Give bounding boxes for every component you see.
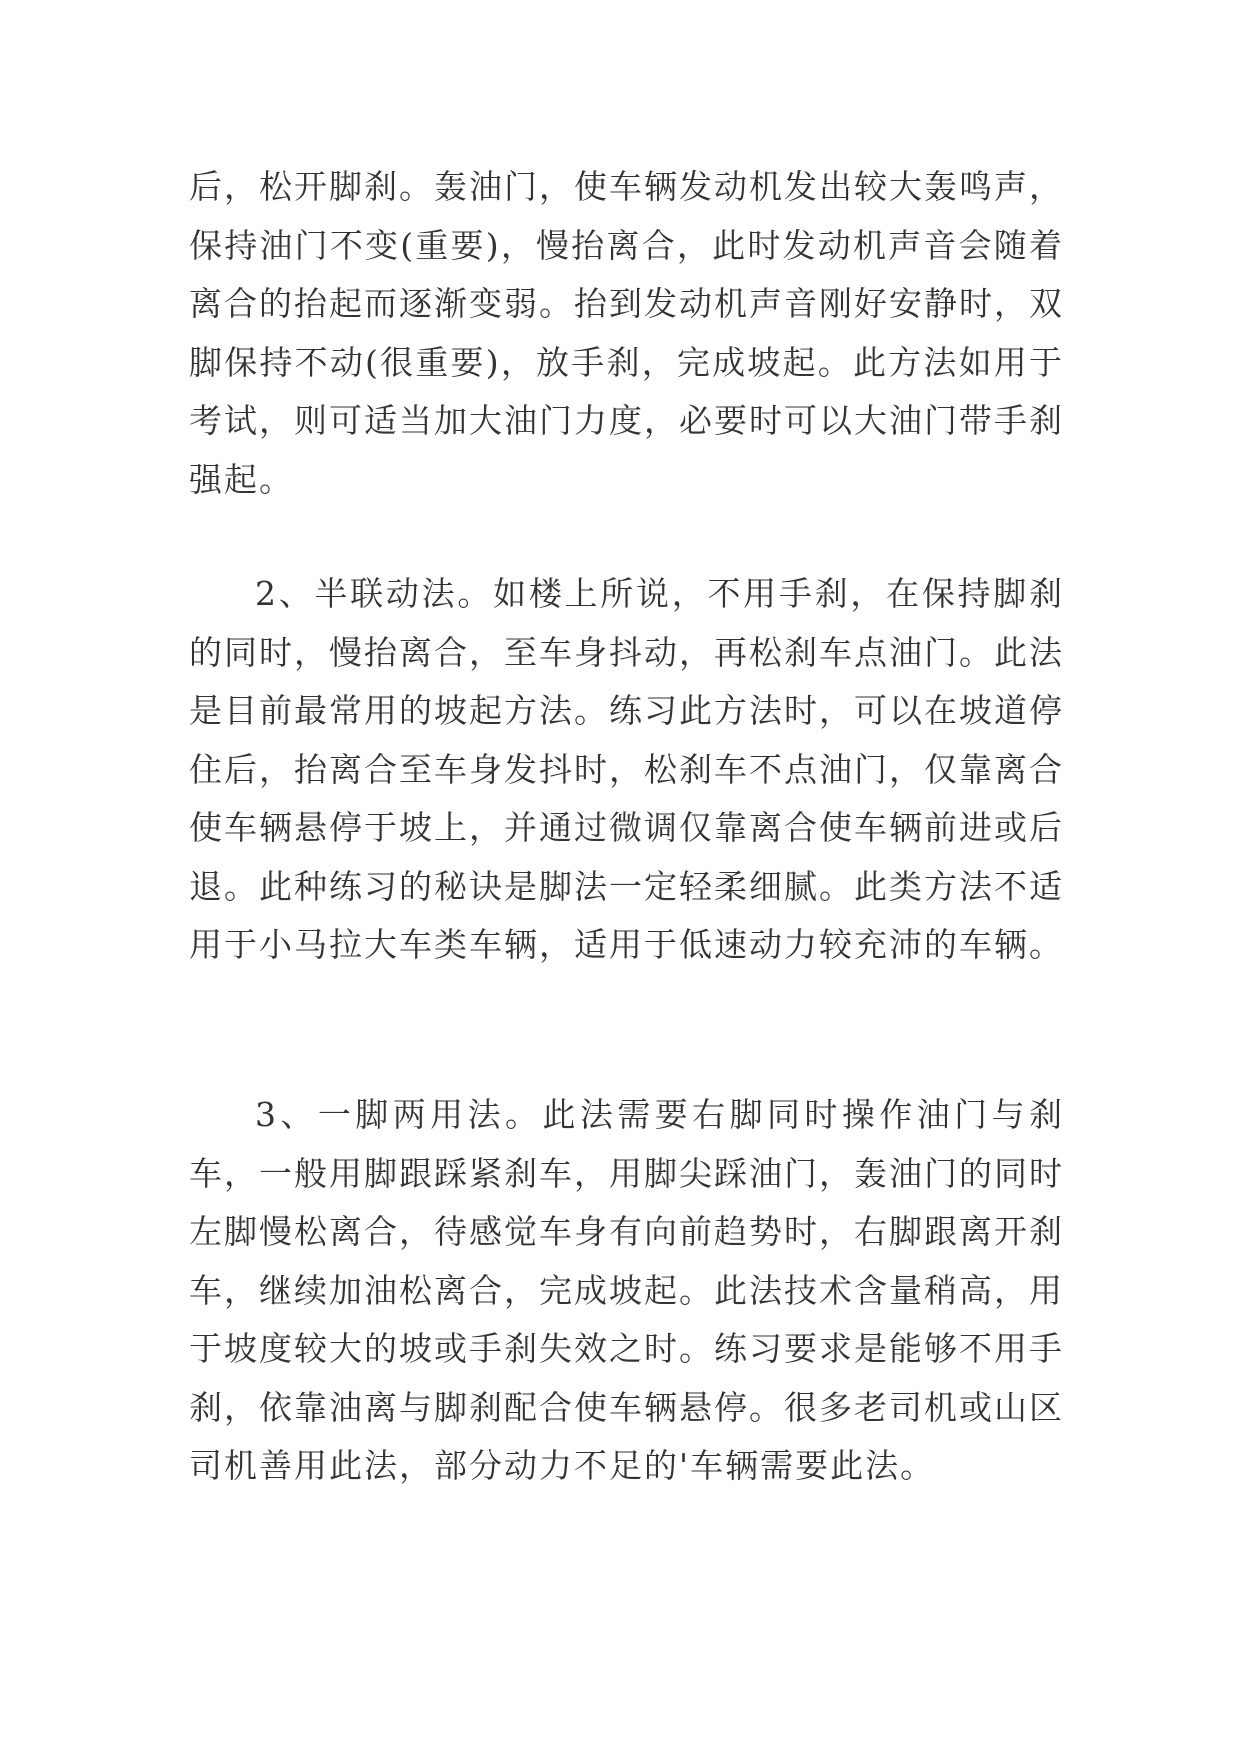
paragraph-hill-start-continued: 后，松开脚刹。轰油门，使车辆发动机发出较大轰鸣声，保持油门不变(重要)，慢抬离合，此时发动机声音会随着离合的抬起而逐渐变弱。抬到发动机声音刚好安静时，双脚保持不动(很重要)，放手刹，完成坡起。此方法如用于考试，则可适当加大油门力度，必要时可以大油门带手刹强起。 (189, 167, 1064, 499)
paragraph-half-clutch-method: 2、半联动法。如楼上所说，不用手刹，在保持脚刹的同时，慢抬离合，至车身抖动，再松刹车点油门。此法是目前最常用的坡起方法。练习此方法时，可以在坡道停住后，抬离合至车身发抖时，松刹车不点油门，仅靠离合使车辆悬停于坡上，并通过微调仅靠离合使车辆前进或后退。此种练习的秘诀是脚法一定轻柔细腻。此类方法不适用于小马拉大车类车辆，适用于低速动力较充沛的车辆。 (189, 574, 1064, 964)
paragraph-one-foot-two-use-method: 3、一脚两用法。此法需要右脚同时操作油门与刹车，一般用脚跟踩紧刹车，用脚尖踩油门，轰油门的同时左脚慢松离合，待感觉车身有向前趋势时，右脚跟离开刹车，继续加油松离合，完成坡起。此法技术含量稍高，用于坡度较大的坡或手刹失效之时。练习要求是能够不用手刹，依靠油离与脚刹配合使车辆悬停。很多老司机或山区司机善用此法，部分动力不足的'车辆需要此法。 (189, 1095, 1064, 1485)
